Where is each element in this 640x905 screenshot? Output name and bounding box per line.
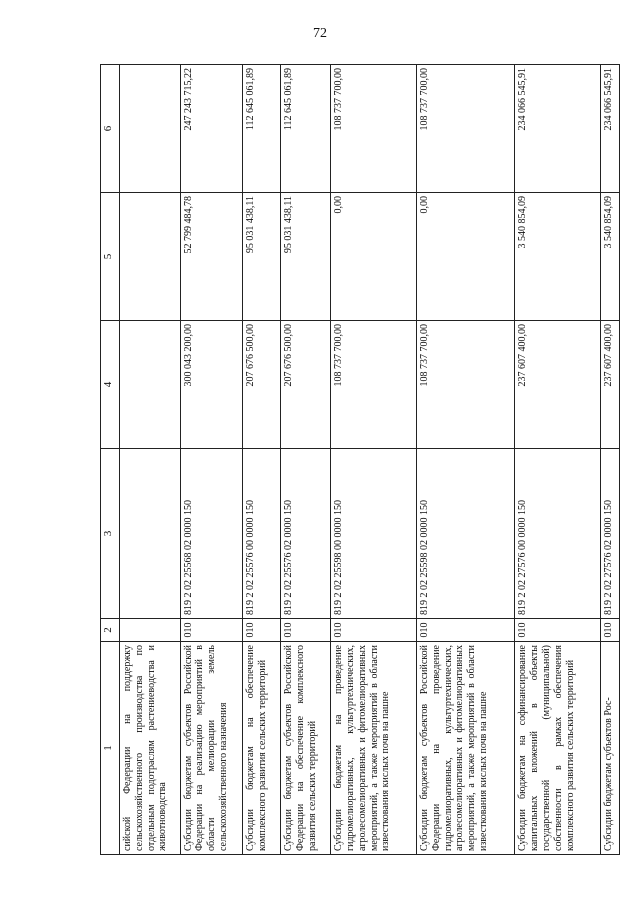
row-name: Субсидии бюджетам на софинансирование капитальных вложений в объекты государственной (муниципальной) собственности в рамках обеспечения комплексного развития сельских территорий xyxy=(515,642,601,855)
row-value-6: 234 066 545,91 xyxy=(601,65,620,193)
header-cell: 2 xyxy=(101,619,120,642)
row-value-6: 247 243 715,22 xyxy=(180,65,243,193)
row-code: 819 2 02 25576 00 0000 150 xyxy=(243,449,281,619)
row-kod: 010 xyxy=(417,619,515,642)
row-code: 819 2 02 25598 02 0000 150 xyxy=(417,449,515,619)
header-cell: 4 xyxy=(101,321,120,449)
row-value-6: 108 737 700,00 xyxy=(331,65,417,193)
row-name: сийской Федерации на поддержку сельскохозяйственного производства по отдельным подотраслям растениеводства и животноводства xyxy=(120,642,181,855)
row-code: 819 2 02 27576 00 0000 150 xyxy=(515,449,601,619)
row-value-5: 52 799 484,78 xyxy=(180,193,243,321)
row-kod: 010 xyxy=(180,619,243,642)
row-value-5: 3 540 854,09 xyxy=(601,193,620,321)
header-cell: 6 xyxy=(101,65,120,193)
row-value-6: 108 737 700,00 xyxy=(417,65,515,193)
row-value-4: 237 607 400,00 xyxy=(601,321,620,449)
row-kod xyxy=(120,619,181,642)
budget-table xyxy=(100,64,620,855)
table-row xyxy=(243,65,281,855)
row-value-6 xyxy=(120,65,181,193)
row-value-6: 234 066 545,91 xyxy=(515,65,601,193)
row-value-4 xyxy=(120,321,181,449)
row-value-5 xyxy=(120,193,181,321)
row-kod: 010 xyxy=(281,619,331,642)
row-code: 819 2 02 25598 00 0000 150 xyxy=(331,449,417,619)
row-name: Субсидии бюджетам на обеспечение комплексного развития сельских территорий xyxy=(243,642,281,855)
table-row xyxy=(417,65,515,855)
row-value-4: 207 676 500,00 xyxy=(281,321,331,449)
table-row xyxy=(281,65,331,855)
row-value-5: 95 031 438,11 xyxy=(243,193,281,321)
row-kod: 010 xyxy=(331,619,417,642)
row-code xyxy=(120,449,181,619)
table-row xyxy=(601,65,620,855)
row-name: Субсидии бюджетам субъектов Российской Федерации на обеспечение комплексного развития сельских территорий xyxy=(281,642,331,855)
table-row xyxy=(515,65,601,855)
header-row xyxy=(101,65,120,855)
row-code: 819 2 02 25568 02 0000 150 xyxy=(180,449,243,619)
row-value-5: 95 031 438,11 xyxy=(281,193,331,321)
row-value-4: 207 676 500,00 xyxy=(243,321,281,449)
row-value-5: 0,00 xyxy=(331,193,417,321)
table-row xyxy=(120,65,181,855)
table-row xyxy=(180,65,243,855)
row-value-6: 112 645 061,89 xyxy=(243,65,281,193)
row-value-5: 0,00 xyxy=(417,193,515,321)
rotated-table-container xyxy=(100,65,620,855)
row-name: Субсидии бюджетам на проведение гидромелиоративных, культуртехнических, агролесомелиоративных и фитомелиоративных мероприятий, а также мероприятий в области известкования кислых почв на пашне xyxy=(331,642,417,855)
page-number: 72 xyxy=(313,26,327,41)
row-value-4: 300 043 200,00 xyxy=(180,321,243,449)
row-value-6: 112 645 061,89 xyxy=(281,65,331,193)
header-cell: 3 xyxy=(101,449,120,619)
row-kod: 010 xyxy=(601,619,620,642)
row-value-4: 237 607 400,00 xyxy=(515,321,601,449)
row-value-5: 3 540 854,09 xyxy=(515,193,601,321)
row-name: Субсидии бюджетам субъектов Российской Федерации на проведение гидромелиоративных, культуртехнических, агролесомелиоративных и фитомелиоративных мероприятий, а также мероприятий в области известкования кислых почв на пашне xyxy=(417,642,515,855)
row-kod: 010 xyxy=(515,619,601,642)
row-code: 819 2 02 25576 02 0000 150 xyxy=(281,449,331,619)
table-row xyxy=(331,65,417,855)
row-name: Субсидии бюджетам субъектов Российской Федерации на реализацию мероприятий в области мелиорации земель сельскохозяйственного назначения xyxy=(180,642,243,855)
header-cell: 5 xyxy=(101,193,120,321)
row-name: Субсидии бюджетам субъектов Рос- xyxy=(601,642,620,855)
row-value-4: 108 737 700,00 xyxy=(417,321,515,449)
header-cell: 1 xyxy=(101,642,120,855)
row-value-4: 108 737 700,00 xyxy=(331,321,417,449)
row-kod: 010 xyxy=(243,619,281,642)
row-code: 819 2 02 27576 02 0000 150 xyxy=(601,449,620,619)
